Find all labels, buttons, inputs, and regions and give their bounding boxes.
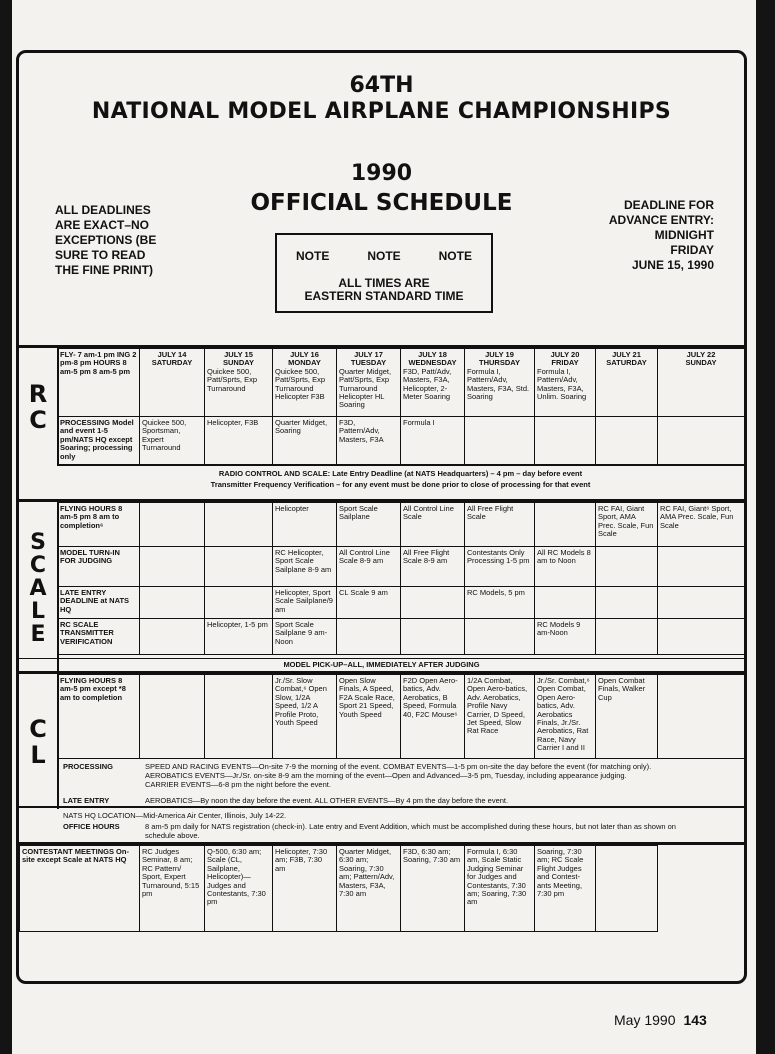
rc-processing-cell	[658, 417, 745, 465]
scale-row	[58, 619, 745, 655]
cl-processing-text	[145, 762, 744, 789]
meetings-cell: Formula I, 6:30 am, Scale Static Judging Seminar for Judges and Contestants, 7:30 am; Soaring, 7:30 am	[465, 846, 535, 932]
cl-table	[57, 674, 745, 759]
rc-flying-cell	[465, 349, 535, 417]
day-date: JULY 21	[612, 350, 641, 359]
meetings-row	[20, 846, 745, 932]
cl-flying-cell	[658, 675, 745, 759]
scale-row-label: LATE ENTRY DEADLINE at NATS HQ	[58, 587, 140, 619]
scale-cell: All Free Flight Scale 8-9 am	[401, 547, 465, 587]
cl-flying-row	[58, 675, 745, 759]
day-date: JULY 18	[418, 350, 447, 359]
meetings-cell	[596, 846, 658, 932]
day-name: SATURDAY	[606, 358, 647, 368]
meetings-label: CONTESTANT MEETINGS On-site except Scale at NATS HQ	[20, 846, 140, 932]
note-line: ARE EXACT–NO	[55, 218, 150, 232]
rc-processing-cell: F3D, Pattern/Adv, Masters, F3A	[337, 417, 401, 465]
office-hours-label: OFFICE HOURS	[63, 822, 120, 831]
scale-table	[57, 502, 745, 655]
timezone-note	[277, 277, 491, 303]
timezone-line: EASTERN STANDARD TIME	[304, 289, 464, 303]
note-line: MIDNIGHT	[654, 228, 714, 242]
page-number: 143	[683, 1012, 707, 1028]
cl-processing-label: PROCESSING	[63, 762, 114, 771]
scale-cell	[596, 619, 658, 655]
scale-cell: RC FAI, Giant⁶ Sport, AMA Prec. Scale, Fun Scale	[658, 503, 745, 547]
day-date: JULY 22	[686, 350, 716, 359]
issue-date: May 1990	[614, 1012, 676, 1028]
scale-cell	[658, 619, 745, 655]
rc-section-label	[19, 348, 59, 466]
cl-flying-cell: Jr./Sr. Slow Combat,⁶ Open Slow, 1/2A Speed, 1/2 A Profile Proto, Youth Speed	[273, 675, 337, 759]
rc-processing-cell: Helicopter, F3B	[205, 417, 273, 465]
note-line: ALL DEADLINES	[55, 203, 151, 217]
note-line: FRIDAY	[670, 243, 714, 257]
note-label: NOTE	[438, 249, 472, 263]
cl-flying-cell: 1/2A Combat, Open Aero-batics, Adv. Aerobatics, Profile Navy Carrier, D Speed, Jet Speed, Slow Rat Race	[465, 675, 535, 759]
rc-flying-cell	[401, 349, 465, 417]
office-hours-text: 8 am-5 pm daily for NATS registration (check-in). Late entry and Event Addition, which must be accomplished during these hours, but not later than as shown on schedule above.	[145, 822, 676, 840]
strip-line: RADIO CONTROL AND SCALE: Late Entry Deadline (at NATS Headquarters) – 4 pm – day before event	[218, 469, 583, 478]
meetings-table	[19, 845, 745, 932]
cl-processing	[57, 762, 744, 789]
strip-line: Transmitter Frequency Verification – for any event must be done prior to close of processing for that event	[210, 480, 591, 489]
day-name: TUESDAY	[350, 358, 387, 368]
section-letter: R	[28, 380, 48, 408]
rc-scale-late-entry-strip	[57, 465, 744, 501]
schedule-frame	[16, 50, 747, 984]
rc-flying-cell	[337, 349, 401, 417]
rc-flying-cell	[535, 349, 596, 417]
scale-cell: All Free Flight Scale	[465, 503, 535, 547]
rc-flying-cell	[140, 349, 205, 417]
scale-row	[58, 587, 745, 619]
day-name: SUNDAY	[223, 358, 254, 368]
rc-section	[19, 345, 744, 466]
cl-flying-cell: Open Slow Finals, A Speed, F2A Scale Race, Sport 21 Speed, Youth Speed	[337, 675, 401, 759]
deadline-note	[55, 203, 205, 278]
scale-cell	[401, 587, 465, 619]
rc-processing-row	[58, 417, 745, 465]
hq-section	[19, 806, 744, 844]
meetings-section	[19, 842, 744, 937]
title-schedule: OFFICIAL SCHEDULE	[250, 190, 513, 216]
rc-processing-label: PROCESSING Model and event 1-5 pm/NATS HQ except Soaring; processing only	[58, 417, 140, 465]
scale-cell: All Control Line Scale 8-9 am	[337, 547, 401, 587]
scale-cell	[140, 547, 205, 587]
section-letter: L	[30, 598, 46, 624]
scale-cell	[140, 503, 205, 547]
scale-cell: Contestants Only Processing 1-5 pm	[465, 547, 535, 587]
title-year: 1990	[350, 161, 413, 186]
section-letter: A	[29, 575, 47, 601]
rc-flying-row	[58, 349, 745, 417]
scale-cell	[535, 503, 596, 547]
scale-cell: All Control Line Scale	[401, 503, 465, 547]
timezone-line: ALL TIMES ARE	[338, 276, 430, 290]
note-line: THE FINE PRINT)	[55, 263, 153, 277]
meetings-cell: Helicopter, 7:30 am; F3B, 7:30 am	[273, 846, 337, 932]
scale-cell: Sport Scale Sailplane	[337, 503, 401, 547]
magazine-page	[12, 0, 756, 1054]
day-date: JULY 17	[354, 350, 383, 359]
rc-flying-cell	[596, 349, 658, 417]
scale-section	[19, 499, 744, 674]
day-name: WEDNESDAY	[408, 358, 457, 368]
note-labels	[277, 249, 491, 263]
section-letter: C	[29, 406, 47, 434]
note-line: JUNE 15, 1990	[631, 258, 714, 272]
scale-cell: Helicopter, Sport Scale Sailplane/9 am	[273, 587, 337, 619]
cl-section	[19, 671, 744, 809]
processing-line: AEROBATICS EVENTS—Jr./Sr. on-site 8-9 am the morning of the event—Open and Advanced—3-5 pm, Tuesday, including appearance judging.	[145, 771, 627, 780]
day-date: JULY 16	[290, 350, 319, 359]
title-line-1: 64TH	[349, 73, 414, 98]
cl-late-entry-label: LATE ENTRY	[63, 796, 110, 805]
rc-flying-cell	[658, 349, 745, 417]
scale-section-label	[19, 502, 59, 674]
day-date: JULY 15	[224, 350, 253, 359]
rc-flying-label: FLY- 7 am-1 pm ING 2 pm-8 pm HOURS 8 am-5 pm 8 am-5 pm	[58, 349, 140, 417]
scale-cell: Sport Scale Sailplane 9 am-Noon	[273, 619, 337, 655]
scale-cell: RC Helicopter, Sport Scale Sailplane 8-9 am	[273, 547, 337, 587]
scale-cell: RC Models 9 am-Noon	[535, 619, 596, 655]
scale-cell	[205, 503, 273, 547]
title-line-2: NATIONAL MODEL AIRPLANE CHAMPIONSHIPS	[91, 99, 672, 124]
rc-flying-cell	[273, 349, 337, 417]
scale-cell	[658, 587, 745, 619]
cl-section-label	[19, 674, 59, 809]
meetings-cell: F3D, 6:30 am; Soaring, 7:30 am	[401, 846, 465, 932]
section-letter: E	[30, 621, 46, 647]
rc-processing-cell	[465, 417, 535, 465]
scale-cell	[465, 619, 535, 655]
meetings-cell: Quarter Midget, 6:30 am; Soaring, 7:30 am; Pattern/Adv, Masters, F3A, 7:30 am	[337, 846, 401, 932]
scale-row	[58, 503, 745, 547]
time-note-box	[275, 233, 493, 313]
note-line: EXCEPTIONS (BE	[55, 233, 157, 247]
cell-text: F3D, Patt/Adv, Masters, F3A, Helicopter, 2-Meter Soaring	[403, 366, 452, 402]
scale-cell	[205, 587, 273, 619]
rc-processing-cell: Quarter Midget, Soaring	[273, 417, 337, 465]
schedule-header	[19, 53, 744, 343]
model-pickup-strip: MODEL PICK-UP–ALL, IMMEDIATELY AFTER JUDGING	[19, 658, 744, 674]
scale-row-label: RC SCALE TRANSMITTER VERIFICATION	[58, 619, 140, 655]
meetings-cell: Q-500, 6:30 am; Scale (CL, Sailplane, Helicopter)— Judges and Contestants, 7:30 pm	[205, 846, 273, 932]
day-name: MONDAY	[288, 358, 321, 368]
scale-cell	[140, 587, 205, 619]
cl-flying-cell	[140, 675, 205, 759]
meetings-cell: RC Judges Seminar, 8 am; RC Pattern/ Sport, Expert Turnaround, 5:15 pm	[140, 846, 205, 932]
note-label: NOTE	[367, 249, 401, 263]
scale-row-label: FLYING HOURS 8 am-5 pm 8 am to completion⁶	[58, 503, 140, 547]
scale-cell	[596, 547, 658, 587]
rc-processing-cell: Quickee 500, Sportsman, Expert Turnaround	[140, 417, 205, 465]
scale-cell	[596, 587, 658, 619]
cell-text: Formula I, Pattern/Adv, Masters, F3A, Unlim. Soaring	[537, 366, 587, 402]
scale-cell	[401, 619, 465, 655]
note-line: SURE TO READ	[55, 248, 146, 262]
day-date: JULY 14	[157, 350, 187, 359]
scale-cell: RC FAI, Giant Sport, AMA Prec. Scale, Fun Scale	[596, 503, 658, 547]
scale-cell: RC Models, 5 pm	[465, 587, 535, 619]
cl-flying-cell: Jr./Sr. Combat,⁶ Open Combat, Open Aero-batics, Adv. Aerobatics Finals, Jr./Sr. Aerobatics, Rat Race, Navy Carrier I and II	[535, 675, 596, 759]
page-footer	[614, 1012, 707, 1028]
section-letter: C	[29, 714, 47, 743]
cl-flying-cell: F2D Open Aero-batics, Adv. Aerobatics, B Speed, Formula 40, F2C Mouse⁶	[401, 675, 465, 759]
note-line: ADVANCE ENTRY:	[608, 213, 714, 227]
section-letter: L	[30, 740, 46, 769]
rc-processing-cell	[596, 417, 658, 465]
rc-table	[57, 348, 745, 465]
processing-line: CARRIER EVENTS—6-8 pm the night before the event.	[145, 780, 331, 789]
cl-late-entry-text: AEROBATICS—By noon the day before the event. ALL OTHER EVENTS—By 4 pm the day before the event.	[145, 796, 509, 805]
section-letter: C	[29, 552, 47, 578]
scale-cell: CL Scale 9 am	[337, 587, 401, 619]
rc-processing-cell: Formula I	[401, 417, 465, 465]
scale-cell	[205, 547, 273, 587]
cl-flying-cell: Open Combat Finals, Walker Cup	[596, 675, 658, 759]
scale-row	[58, 547, 745, 587]
scale-cell: Helicopter	[273, 503, 337, 547]
scale-cell	[658, 547, 745, 587]
scale-cell	[337, 619, 401, 655]
scale-cell: All RC Models 8 am to Noon	[535, 547, 596, 587]
cell-text: Quarter Midget, Patt/Sprts, Exp Turnaround Helicopter HL Soaring	[339, 366, 392, 410]
cl-late-entry	[57, 796, 744, 805]
scale-row-label: MODEL TURN-IN FOR JUDGING	[58, 547, 140, 587]
scale-cell	[140, 619, 205, 655]
day-date: JULY 20	[550, 350, 580, 359]
office-hours	[63, 822, 744, 840]
note-line: DEADLINE FOR	[624, 198, 714, 212]
cell-text: Formula I, Pattern/Adv, Masters, F3A, Std. Soaring	[467, 366, 530, 402]
day-name: SATURDAY	[151, 358, 193, 368]
hq-location: NATS HQ LOCATION—Mid-America Air Center, Illinois, July 14-22.	[63, 811, 287, 820]
cell-text: Quickee 500, Patt/Sprts, Exp Turnaround Helicopter F3B	[275, 366, 326, 402]
advance-entry-note	[554, 198, 714, 273]
day-name: THURSDAY	[479, 358, 520, 368]
day-date: JULY 19	[485, 350, 514, 359]
processing-line: SPEED AND RACING EVENTS—On-site 7-9 the morning of the event. COMBAT EVENTS—1-5 pm on-site the day before the event (for matching only).	[145, 762, 652, 771]
note-label: NOTE	[295, 249, 330, 263]
scale-cell	[535, 587, 596, 619]
day-name: SUNDAY	[685, 358, 717, 368]
meetings-cell: Soaring, 7:30 am; RC Scale Flight Judges and Contest-ants Meeting, 7:30 pm	[535, 846, 596, 932]
cl-flying-cell	[205, 675, 273, 759]
day-name: FRIDAY	[551, 358, 579, 368]
rc-flying-cell	[205, 349, 273, 417]
cl-flying-label: FLYING HOURS 8 am-5 pm except *8 am to completion	[58, 675, 140, 759]
rc-processing-cell	[535, 417, 596, 465]
section-letter: S	[30, 529, 46, 555]
cell-text: Quickee 500, Patt/Sprts, Exp Turnaround	[207, 366, 258, 393]
scale-cell: Helicopter, 1-5 pm	[205, 619, 273, 655]
